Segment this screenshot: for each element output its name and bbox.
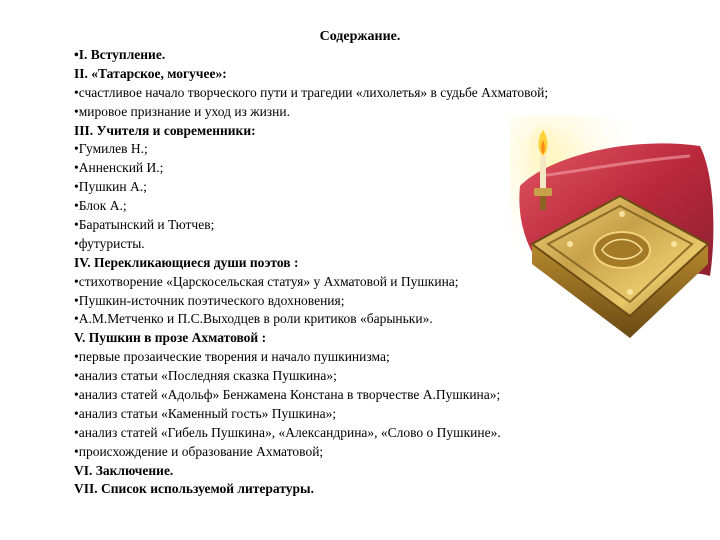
toc-line	[74, 443, 674, 462]
candle-body	[540, 156, 546, 190]
toc-line-text: •анализ статьи «Каменный гость» Пушкина»;	[74, 405, 337, 421]
toc-line	[74, 386, 674, 405]
candle-holder	[534, 188, 552, 196]
toc-line-text: •Пушкин А.;	[74, 179, 147, 195]
book-jewel	[567, 241, 573, 247]
toc-line-text: III. Учителя и современники:	[74, 122, 256, 138]
toc-line-text: •счастливое начало творческого пути и трагедии «лихолетья» в судьбе Ахматовой;	[74, 84, 549, 100]
book-jewel	[671, 241, 677, 247]
toc-line-text: •футуристы.	[74, 235, 145, 251]
page-title: Содержание.	[319, 29, 401, 44]
toc-line-text: VII. Список используемой литературы.	[74, 481, 314, 497]
toc-line-text: •А.М.Метченко и П.С.Выходцев в роли критиков «барыньки».	[74, 311, 433, 327]
toc-line	[74, 84, 674, 103]
toc-line-text: VI. Заключение.	[74, 462, 174, 478]
book-jewel	[619, 211, 625, 217]
toc-line-text: •Пушкин-источник поэтического вдохновения;	[74, 292, 345, 308]
toc-line	[74, 480, 674, 499]
candle-and-golden-book-image	[510, 116, 716, 346]
toc-line-text: •анализ статей «Адольф» Бенжамена Констана в творчестве А.Пушкина»;	[74, 387, 501, 403]
book-jewel	[627, 289, 633, 295]
toc-line-text: II. «Татарское, могучее»:	[74, 65, 227, 81]
toc-line-text: V. Пушкин в прозе Ахматовой :	[74, 330, 267, 346]
toc-line-text: •происхождение и образование Ахматовой;	[74, 443, 324, 459]
toc-line-text: •Баратынский и Тютчев;	[74, 217, 215, 233]
candle-stand	[540, 196, 546, 210]
toc-line-text: •Блок А.;	[74, 198, 127, 214]
toc-line-text: IV. Перекликающиеся души поэтов :	[74, 254, 299, 270]
toc-line-text: •стихотворение «Царскосельская статуя» у Ахматовой и Пушкина;	[74, 273, 459, 289]
toc-line-text: •Гумилев Н.;	[74, 141, 148, 157]
toc-line-text: •I. Вступление.	[74, 47, 166, 62]
toc-line	[74, 462, 674, 481]
toc-line	[74, 405, 674, 424]
toc-line-text: •Анненский И.;	[74, 160, 164, 176]
toc-line	[74, 65, 674, 84]
toc-line-text: •анализ статьи «Последняя сказка Пушкина»;	[74, 368, 337, 384]
toc-line-text: •первые прозаические творения и начало пушкинизма;	[74, 349, 390, 365]
toc-line-text: •анализ статей «Гибель Пушкина», «Александрина», «Слово о Пушкине».	[74, 424, 501, 440]
toc-line	[74, 348, 674, 367]
toc-line	[74, 424, 674, 443]
toc-line	[74, 367, 674, 386]
toc-line-text: •мировое признание и уход из жизни.	[74, 103, 290, 119]
toc-line	[74, 46, 674, 65]
